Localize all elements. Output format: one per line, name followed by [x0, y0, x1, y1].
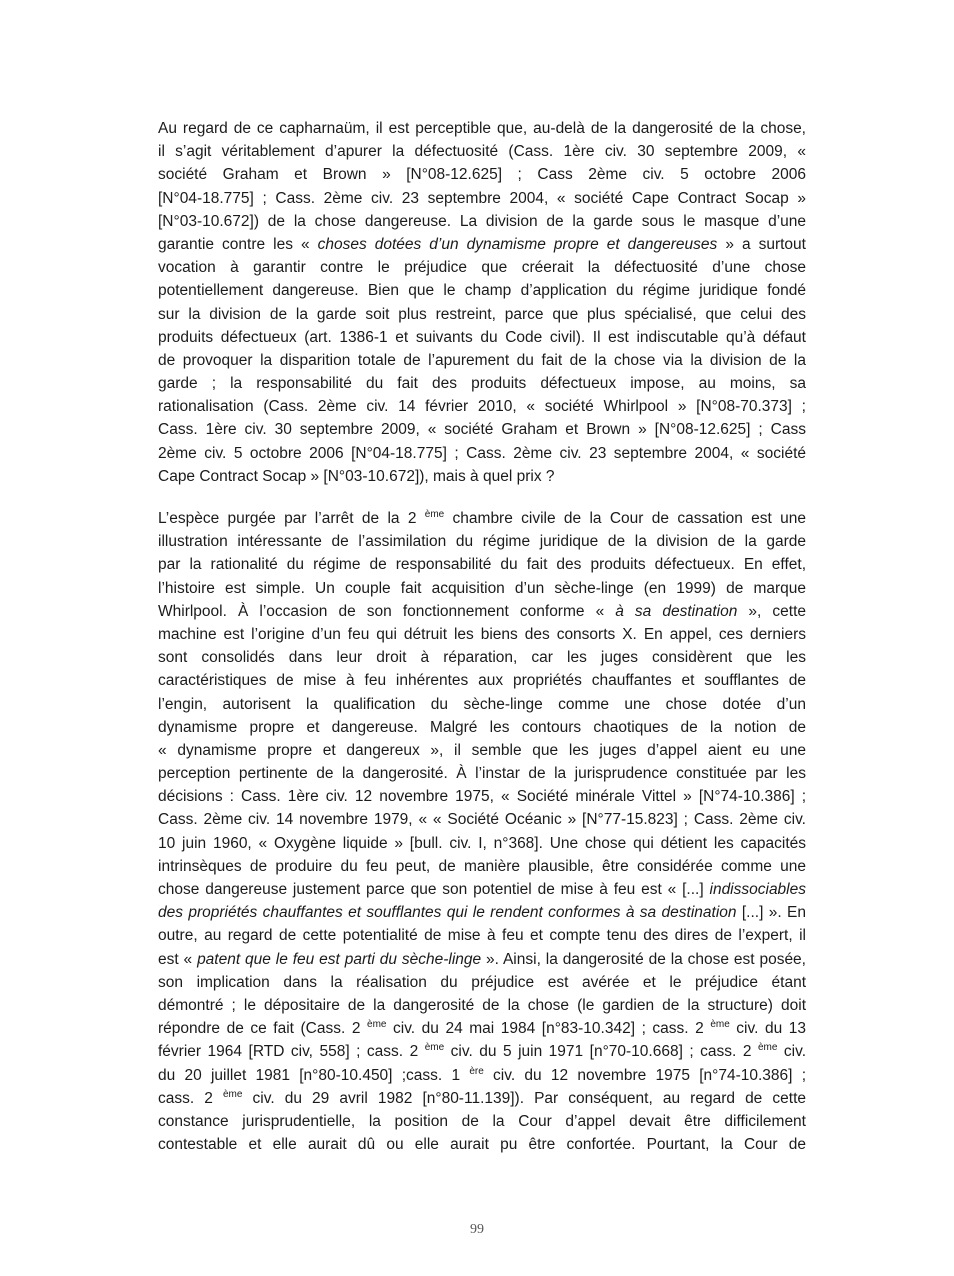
text-line: 2ème civ. 5 octobre 2006 [N°04-18.775] ; Cass. 2ème civ. 23 septembre 2004, « société	[158, 444, 806, 462]
text-segment: garantie contre les «	[158, 235, 318, 253]
page-number: 99	[470, 1222, 484, 1237]
text-segment: cass. 2	[158, 1089, 223, 1107]
italic-quote: à sa destination	[615, 602, 738, 620]
text-line: contestable et elle aurait dû ou elle aurait pu être confortée. Pourtant, la Cour de	[158, 1136, 806, 1154]
text-line: [N°04-18.775] ; Cass. 2ème civ. 23 septembre 2004, « société Cape Contract Socap »	[158, 189, 806, 207]
text-segment: du 20 juillet 1981 [n°80-10.450] ;cass. 1	[158, 1066, 470, 1084]
text-line: vocation à garantir contre le préjudice que créerait la défectuosité d’une chose	[158, 259, 806, 277]
text-line: outre, au regard de cette potentialité de mise à feu et compte tenu des dires de l’expert, il	[158, 927, 806, 945]
superscript: ème	[367, 1019, 387, 1031]
text-line	[158, 878, 806, 901]
text-line: illustration intéressante de l’assimilation du régime juridique de la division de la garde	[158, 533, 806, 551]
text-line	[158, 507, 806, 530]
superscript: ème	[222, 1088, 243, 1100]
text-segment: [...] ». En	[736, 904, 806, 922]
text-line: caractéristiques de mise à feu inhérentes aux propriétés chauffantes et soufflantes de	[158, 672, 806, 690]
text-line: intrinsèques de produire du feu peut, de manière plausible, être considérée comme une	[158, 857, 806, 875]
text-line: par la rationalité du régime de responsabilité du fait des produits défectueux. En effet,	[158, 556, 806, 574]
italic-quote: patent que le feu est parti du sèche-linge	[197, 950, 482, 968]
text-line: de provoquer la disparition totale de l’apurement du fait de la chose via la division de la	[158, 351, 806, 369]
text-line: 10 juin 1960, « Oxygène liquide » [bull. civ. I, n°368]. Une chose qui détient les capacités	[158, 834, 806, 852]
text-line	[158, 1017, 806, 1040]
text-line: société Graham et Brown » [N°08-12.625] ; Cass 2ème civ. 5 octobre 2006	[158, 166, 806, 184]
superscript: ème	[710, 1019, 730, 1031]
text-segment: civ. du 12 novembre 1975 [n°74-10.386] ;	[483, 1066, 806, 1084]
text-segment: », cette	[737, 602, 806, 620]
text-segment: est «	[158, 950, 198, 968]
text-line: décisions : Cass. 1ère civ. 12 novembre 1975, « Société minérale Vittel » [N°74-10.386] ;	[158, 788, 806, 806]
text-segment: ». Ainsi, la dangerosité de la chose est posée,	[481, 950, 806, 968]
text-line: « dynamisme propre et dangereux », il semble que les juges d’appel aient eu une	[158, 741, 806, 759]
text-line: sont consolidés dans leur droit à réparation, car les juges considèrent que les	[158, 649, 806, 667]
superscript: ème	[757, 1042, 778, 1054]
superscript: ème	[424, 509, 445, 520]
superscript: ère	[469, 1065, 484, 1077]
text-line: garde ; la responsabilité du fait des produits défectueux impose, au moins, sa	[158, 375, 806, 393]
text-line: Au regard de ce capharnaüm, il est perceptible que, au-delà de la dangerosité de la chose,	[158, 120, 806, 137]
superscript: ème	[424, 1042, 445, 1054]
text-line: constance jurisprudentielle, la position de la Cour d’appel devait être difficilement	[158, 1112, 806, 1130]
text-line: son implication dans la réalisation du préjudice est avérée et le préjudice étant	[158, 973, 806, 991]
text-line	[158, 901, 806, 924]
text-line	[158, 233, 806, 256]
text-segment: civ.	[777, 1043, 806, 1061]
text-line: machine est l’origine d’un feu qui détruit les biens des consorts X. En appel, ces derniers	[158, 625, 806, 643]
text-line: rationalisation (Cass. 2ème civ. 14 février 2010, « société Whirlpool » [N°08-70.373] ;	[158, 398, 806, 416]
italic-quote: des propriétés chauffantes et soufflantes qui le rendent conformes à sa destination	[158, 904, 737, 922]
text-segment: chose dangereuse justement parce que son potentiel de mise à feu est « [...]	[158, 881, 710, 898]
text-line	[158, 1087, 806, 1110]
text-segment: civ. du 5 juin 1971 [n°70-10.668] ; cass. 2	[444, 1043, 758, 1061]
paragraph-2	[158, 507, 806, 1156]
text-segment: chambre civile de la Cour de cassation est une	[444, 510, 806, 527]
text-line: produits défectueux (art. 1386-1 et suivants du Code civil). Il est indiscutable qu’à défaut	[158, 328, 806, 346]
text-segment: civ. du 24 mai 1984 [n°83-10.342] ; cass. 2	[386, 1020, 711, 1038]
text-segment: » a surtout	[717, 235, 806, 253]
text-segment: civ. du 13	[729, 1020, 806, 1038]
text-line: perception pertinente de la dangerosité. À l’instar de la jurisprudence constituée par les	[158, 765, 806, 783]
text-line	[158, 948, 806, 971]
text-line: Cass. 1ère civ. 30 septembre 2009, « société Graham et Brown » [N°08-12.625] ; Cass	[158, 421, 806, 439]
text-segment: civ. du 29 avril 1982 [n°80-11.139]). Par conséquent, au regard de cette	[242, 1089, 806, 1107]
text-segment: répondre de ce fait (Cass. 2	[158, 1020, 368, 1038]
text-line: l’histoire est simple. Un couple fait acquisition d’un sèche-linge (en 1999) de marque	[158, 579, 806, 597]
text-line: dynamisme propre et dangereuse. Malgré les contours chaotiques de la notion de	[158, 718, 806, 736]
text-line: démontré ; le dépositaire de la dangerosité de la chose (le gardien de la structure) doit	[158, 996, 806, 1014]
text-line	[158, 600, 806, 623]
text-segment: Whirlpool. À l’occasion de son fonctionnement conforme «	[158, 602, 616, 620]
text-line	[158, 1064, 806, 1087]
text-line	[158, 1040, 806, 1063]
text-line: sur la division de la garde soit plus restreint, parce que plus spécialisé, que celui des	[158, 305, 806, 323]
text-segment: L’espèce purgée par l’arrêt de la 2	[158, 510, 425, 527]
italic-quote: choses dotées d’un dynamisme propre et dangereuses	[317, 235, 718, 253]
text-line: potentiellement dangereuse. Bien que le champ d’application du régime juridique fondé	[158, 282, 806, 300]
text-line: il s’agit véritablement d’apurer la défectuosité (Cass. 1ère civ. 30 septembre 2009, «	[158, 143, 806, 161]
italic-quote: indissociables	[709, 881, 806, 898]
text-line: Cape Contract Socap » [N°03-10.672]), mais à quel prix ?	[158, 467, 555, 485]
text-segment: février 1964 [RTD civ, 558] ; cass. 2	[158, 1043, 425, 1061]
text-line: l’engin, autorisent la qualification du sèche-linge comme une chose dotée d’un	[158, 695, 806, 713]
paragraph-1	[158, 117, 806, 488]
text-line: [N°03-10.672]) de la chose dangereuse. La division de la garde sous le masque d’une	[158, 212, 806, 230]
text-line: Cass. 2ème civ. 14 novembre 1979, « « Société Océanic » [N°77-15.823] ; Cass. 2ème civ.	[158, 811, 806, 829]
